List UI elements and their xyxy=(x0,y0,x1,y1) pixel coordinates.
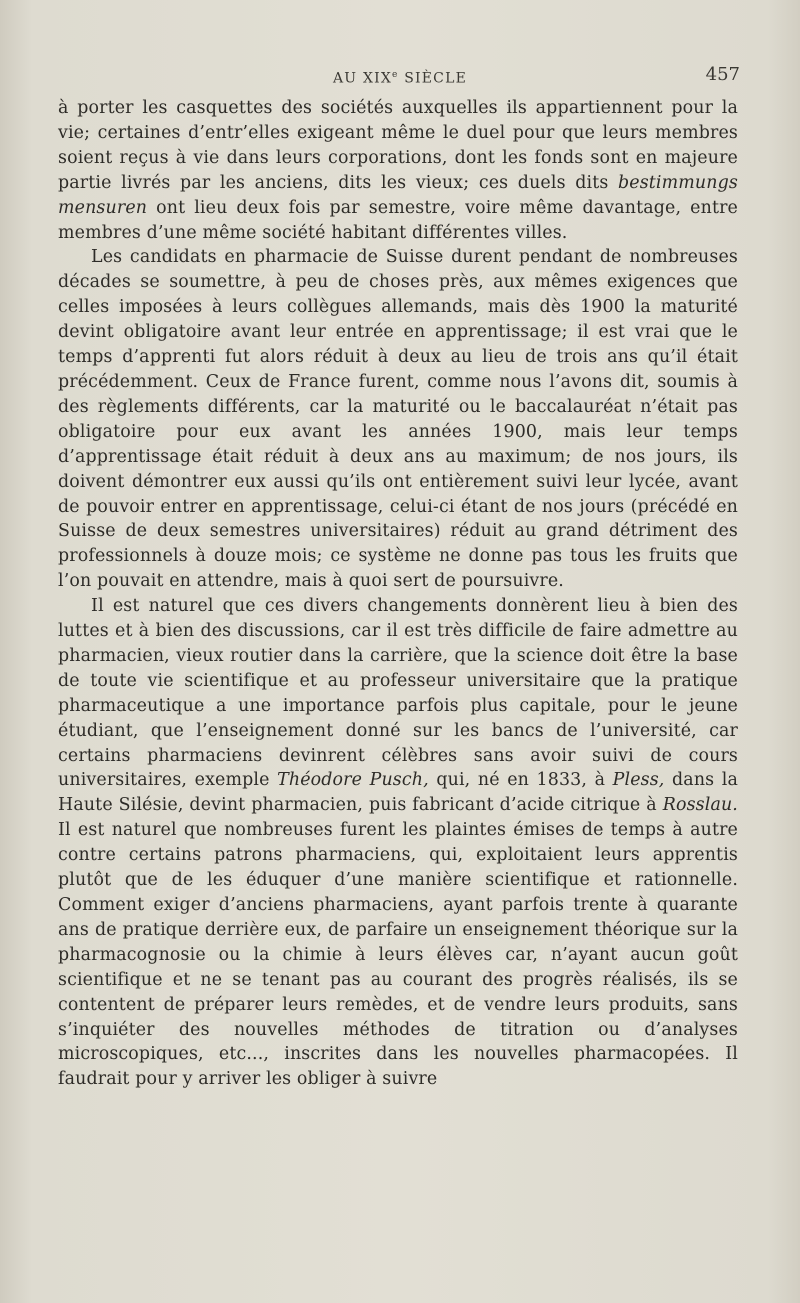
italic-text: Rosslau. xyxy=(662,795,738,816)
italic-text: Théodore Pusch, xyxy=(277,770,429,791)
page-number: 457 xyxy=(705,64,740,85)
text-run: Il est naturel que nombreuses furent les plaintes émises de temps à autre contre certains patrons pharmaciens, qui, exploitaient leurs apprentis plutôt que de les éduquer d’une manière scientifique et rationnelle. Comment exiger d’anciens pharmaciens, ayant parfois trente à quarante ans de pratique derrière eux, de parfaire un enseignement théorique sur la pharmacognosie ou la chimie à leurs élèves car, n’ayant aucun goût scientifique et ne se tenant pas au courant des progrès réalisés, ils se contentent de préparer leurs remèdes, et de vendre leurs produits, sans s’inquiéter des nouvelles méthodes de titration ou d’analyses microscopiques, etc..., inscrites dans les nouvelles pharmacopées. Il faudrait pour y arriver les obliger à suivre xyxy=(58,820,738,1090)
running-title-end: SIÈCLE xyxy=(404,70,467,87)
italic-text: Pless, xyxy=(612,770,665,791)
running-title-text: AU XIX xyxy=(333,70,393,87)
running-title-superscript: e xyxy=(392,70,399,80)
text-run: qui, né en 1833, à xyxy=(428,770,613,791)
text-run: Les candidats en pharmacie de Suisse durent pendant de nombreuses décades se soumettre, à peu de choses près, aux mêmes exigences que celles imposées à leurs collègues allemands, mais dès 1900 la maturité devint obligatoire avant leur entrée en apprentissage; il est vrai que le temps d’apprenti fut alors réduit à deux au lieu de trois ans qu’il était précédemment. Ceux de France furent, comme nous l’avons dit, soumis à des règlements différents, car la maturité ou le baccalauréat n’était pas obligatoire pour eux avant les années 1900, mais leur temps d’apprentissage était réduit à deux ans au maximum; de nos jours, ils doivent démontrer eux aussi qu’ils ont entièrement suivi leur lycée, avant de pouvoir entrer en apprentissage, celui-ci étant de nos jours (précédé en Suisse de deux semestres universitaires) réduit au grand détriment des professionnels à douze mois; ce système ne donne pas tous les fruits que l’on pouvait en attendre, mais à quoi sert de poursuivre. xyxy=(58,247,738,592)
text-run: Il est naturel que ces divers changements donnèrent lieu à bien des luttes et à bien des discussions, car il est très difficile de faire admettre au pharmacien, vieux routier dans la carrière, que la science doit être la base de toute vie scientifique et au professeur universitaire que la pratique pharmaceutique a une importance parfois plus capitale, pour le jeune étudiant, que l’enseignement donné sur les bancs de l’université, car certains pharmaciens devinrent célèbres sans avoir suivi de cours universitaires, exemple xyxy=(58,596,738,791)
text-run: dans la Haute Silésie, devint pharmacien, puis fabricant d’acide citrique à xyxy=(58,770,739,816)
paragraph xyxy=(58,96,738,245)
page-header xyxy=(60,62,740,92)
text-run: à porter les casquettes des sociétés auxquelles ils appartiennent pour la vie; certaines d’entr’elles exigeant même le duel pour que leurs membres soient reçus à vie dans leurs corporations, dont les fonds sont en majeure partie livrés par les anciens, dits les vieux; ces duels dits xyxy=(58,98,738,193)
running-title xyxy=(60,70,740,87)
italic-text: bestimmungs mensuren xyxy=(58,172,738,218)
body-text xyxy=(58,96,738,1092)
paragraph xyxy=(58,245,738,594)
text-run: ont lieu deux fois par semestre, voire même davantage, entre membres d’une même société habitant différentes villes. xyxy=(58,197,738,243)
paragraph xyxy=(58,594,738,1092)
